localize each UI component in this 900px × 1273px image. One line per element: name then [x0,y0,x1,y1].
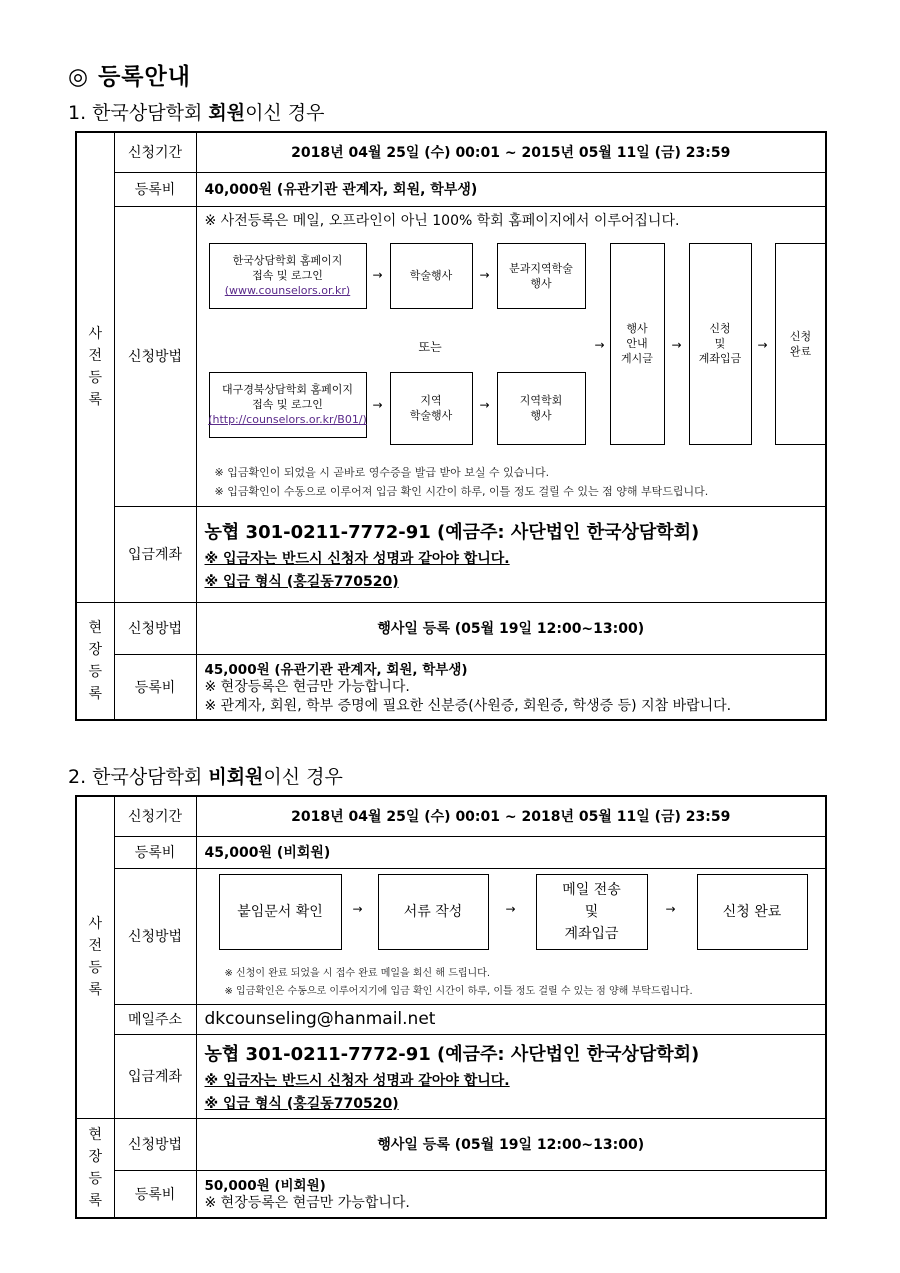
period-label: 신청기간 [114,796,196,836]
fee-label: 등록비 [114,172,196,206]
member-registration-table [75,131,827,721]
onsite-fee-value: 50,000원 (비회원) [204,1178,326,1195]
arrow-icon: → [665,901,676,916]
onsite-method-value: 행사일 등록 (05월 19일 12:00~13:00) [196,602,826,654]
method-label: 신청방법 [114,868,196,1004]
flow-box-regional-academic: 지역 학술행사 [390,372,473,445]
flow-box-regional-event: 지역학회 행사 [497,372,586,445]
onsite-registration-label: 현 장 등 록 [76,1118,114,1218]
account-label: 입금계좌 [114,506,196,602]
account-note-format: ※ 입금 형식 (홍길동770520) [204,573,399,590]
onsite-fee-value: 45,000원 (유관기관 관계자, 회원, 학부생) [204,661,468,678]
flow-box-send-mail-pay: 메일 전송 및 계좌입금 [536,874,648,950]
flow-diagram [197,869,826,1003]
method-content [196,868,826,1004]
pre-registration-label: 사 전 등 록 [76,796,114,1118]
arrow-icon: → [479,397,490,412]
onsite-fee-note-cash: ※ 현장등록은 현금만 가능합니다. [204,1195,410,1212]
flow-box-homepage: 한국상담학회 홈페이지 접속 및 로그인 (www.counselors.or.kr) [209,243,367,309]
onsite-method-label: 신청방법 [114,1118,196,1170]
flow-diagram [197,207,826,505]
arrow-icon: → [479,267,490,282]
onsite-fee-label: 등록비 [114,654,196,720]
account-label: 입금계좌 [114,1034,196,1118]
account-note-name: ※ 입금자는 반드시 신청자 성명과 같아야 합니다. [204,1072,510,1089]
period-value: 2018년 04월 25일 (수) 00:01 ~ 2018년 05월 11일 (금) 23:59 [196,796,826,836]
arrow-icon: → [757,337,768,352]
note-manual-check: ※ 입금확인은 수동으로 이루어지기에 입금 확인 시간이 하루, 이틀 정도 걸릴 수 있는 점 양해 부탁드립니다. [224,985,693,997]
or-label: 또는 [418,339,442,354]
fee-value: 40,000원 (유관기관 관계자, 회원, 학부생) [196,172,826,206]
pre-registration-label: 사 전 등 록 [76,132,114,602]
method-notice: ※ 사전등록은 메일, 오프라인이 아닌 100% 학회 홈페이지에서 이루어집니다. [204,212,680,229]
flow-box-complete: 신청 완료 [775,243,827,445]
arrow-icon: → [372,267,383,282]
onsite-fee-content [196,654,826,720]
account-note-name: ※ 입금자는 반드시 신청자 성명과 같아야 합니다. [204,550,510,567]
section2-heading: 2. 한국상담학회 비회원이신 경우 [68,766,343,788]
flow-box-daegu-homepage: 대구경북상담학회 홈페이지 접속 및 로그인 (http://counselors.or.kr/B01/) [209,372,367,438]
fee-label: 등록비 [114,836,196,868]
arrow-icon: → [372,397,383,412]
flow-box-event-post: 행사 안내 게시글 [610,243,665,445]
account-content [196,1034,826,1118]
arrow-icon: → [671,337,682,352]
flow-box-apply-pay: 신청 및 계좌입금 [689,243,752,445]
onsite-fee-note-cash: ※ 현장등록은 현금만 가능합니다. [204,678,410,695]
arrow-icon: → [505,901,516,916]
method-content [196,206,826,506]
flow-box-check-attachment: 붙임문서 확인 [219,874,342,950]
email-value[interactable]: dkcounseling@hanmail.net [196,1004,826,1034]
homepage-link[interactable]: (www.counselors.or.kr) [224,284,351,297]
nonmember-registration-table [75,795,827,1219]
page-title: ◎ 등록안내 [68,64,191,90]
note-confirm-mail: ※ 신청이 완료 되었을 시 접수 완료 메일을 회신 해 드립니다. [224,967,491,979]
daegu-link[interactable]: (http://counselors.or.kr/B01/) [208,413,367,426]
period-label: 신청기간 [114,132,196,172]
account-content [196,506,826,602]
note-receipt: ※ 입금확인이 되었을 시 곧바로 영수증을 발급 받아 보실 수 있습니다. [214,465,550,479]
account-note-format: ※ 입금 형식 (홍길동770520) [204,1095,399,1112]
email-label: 메일주소 [114,1004,196,1034]
period-value: 2018년 04월 25일 (수) 00:01 ~ 2015년 05월 11일 (금) 23:59 [196,132,826,172]
account-value: 농협 301-0211-7772-91 (예금주: 사단법인 한국상담학회) [204,1043,700,1065]
onsite-registration-label: 현 장 등 록 [76,602,114,720]
onsite-method-label: 신청방법 [114,602,196,654]
onsite-fee-note-id: ※ 관계자, 회원, 학부 증명에 필요한 신분증(사원증, 회원증, 학생증 등) 지참 바랍니다. [204,697,732,714]
arrow-icon: → [594,337,605,352]
onsite-fee-content [196,1170,826,1218]
section1-heading: 1. 한국상담학회 회원이신 경우 [68,102,325,124]
account-value: 농협 301-0211-7772-91 (예금주: 사단법인 한국상담학회) [204,521,700,543]
flow-box-academic: 학술행사 [390,243,473,309]
flow-box-write-documents: 서류 작성 [378,874,489,950]
arrow-icon: → [352,901,363,916]
note-manual-check: ※ 입금확인이 수동으로 이루어져 입금 확인 시간이 하루, 이틀 정도 걸릴 수 있는 점 양해 부탁드립니다. [214,484,709,498]
flow-box-division: 분과지역학술 행사 [497,243,586,309]
onsite-fee-label: 등록비 [114,1170,196,1218]
onsite-method-value: 행사일 등록 (05월 19일 12:00~13:00) [196,1118,826,1170]
fee-value: 45,000원 (비회원) [196,836,826,868]
flow-box-complete: 신청 완료 [697,874,808,950]
method-label: 신청방법 [114,206,196,506]
